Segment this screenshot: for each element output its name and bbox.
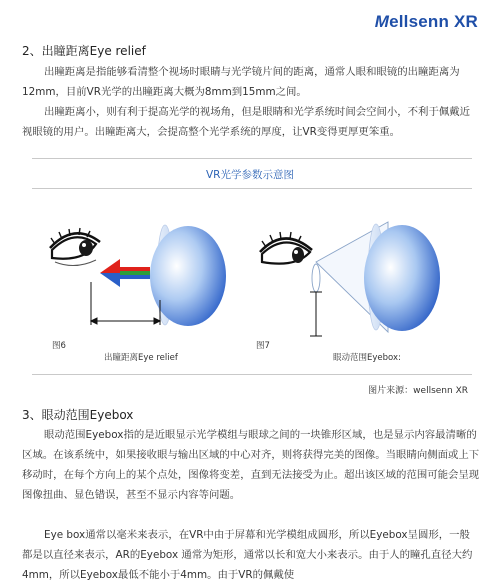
eye-relief-dimension	[91, 282, 160, 325]
paragraph-eye-relief-2: 出瞳距离小，则有利于提高光学的视场角，但是眼睛和光学系统时间会空间小，不利于佩戴近视眼镜的用户。出瞳距离大，会提高整个光学系统的厚度，让VR变得更厚更笨重。	[22, 106, 471, 138]
figure-7-label: 图7	[256, 341, 270, 351]
figure-6-label: 图6	[52, 341, 66, 351]
lens-left	[150, 225, 226, 326]
figure-7-caption: 眼动范围Eyebox:	[333, 353, 401, 363]
figure-title: VR光学参数示意图	[206, 169, 294, 181]
eye-right-figure	[260, 232, 312, 264]
section-heading-eye-relief: 2、出瞳距离Eye relief	[22, 44, 146, 58]
lens-right	[364, 224, 440, 331]
eye-left-figure	[50, 228, 100, 266]
eye-relief-arrow	[100, 259, 150, 287]
brand-logo: Mellsenn XR	[374, 12, 478, 31]
paragraph-eyebox-1: 眼动范围Eyebox指的是近眼显示光学模组与眼球之间的一块锥形区域，也是显示内容最清晰的区域。在该系统中，如果接收眼与输出区域的中心对齐，则将获得完美的图像。当眼睛向侧面或上下移动时，在每个方向上的某个点处，图像将变差，直到无法接受为止。超出该区域的范围可能会呈现图像扭曲、显色错误，甚至不显示内容等问题。	[22, 429, 480, 501]
paragraph-eyebox-2: Eye box通常以毫米来表示，在VR中由于屏幕和光学模组成圆形，所以Eyebox呈圆形，一般都是以直径来表示，AR的Eyebox 通常为矩形，通常以长和宽大小来表示。由于人的瞳孔直径大约4mm，所以Eyebox最低不能小于4mm。由于VR的佩戴使	[22, 529, 473, 581]
figure-bottom-rule	[32, 374, 472, 375]
figure-6-caption: 出瞳距离Eye relief	[104, 353, 178, 363]
figure-source: 图片来源：wellsenn XR	[368, 386, 468, 396]
paragraph-eye-relief-1: 出瞳距离是指能够看清整个视场时眼睛与光学镜片间的距离，通常人眼和眼镜的出瞳距离为12mm，目前VR光学的出瞳距离大概为8mm到15mm之间。	[22, 66, 460, 98]
section-heading-eyebox: 3、眼动范围Eyebox	[22, 408, 134, 422]
